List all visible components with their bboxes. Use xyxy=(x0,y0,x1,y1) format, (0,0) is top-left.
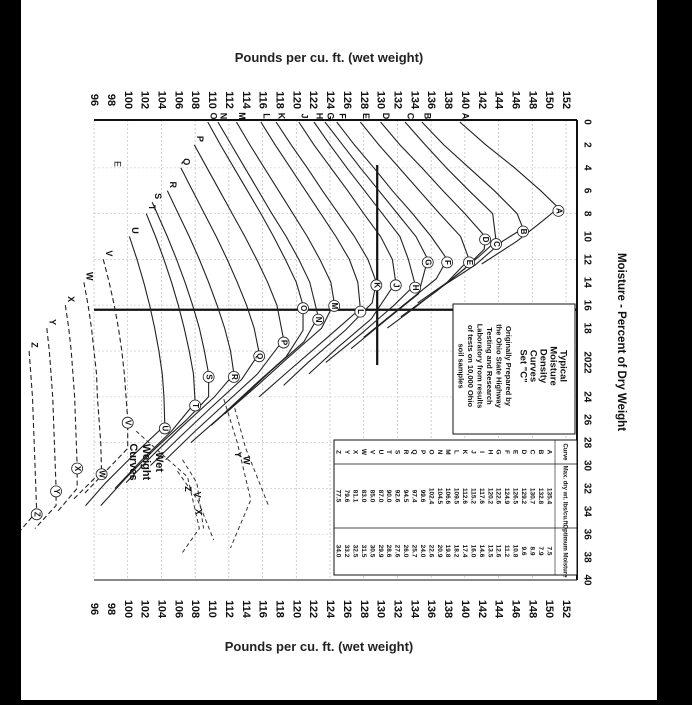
curve-label-peak-p: P xyxy=(279,339,289,346)
moisture-tick-label: 34 xyxy=(581,505,593,517)
table-cell-max-dry-weight: 117.6 xyxy=(477,488,485,504)
moisture-tick-label: 30 xyxy=(581,459,593,472)
density-tick-label-top: 146 xyxy=(509,90,522,110)
info-box-note-line: of tests on 10,000 Ohio xyxy=(466,324,476,408)
density-tick-label-top: 140 xyxy=(458,90,471,110)
table-cell-curve: A xyxy=(545,449,553,455)
density-tick-label-top: 138 xyxy=(442,90,455,110)
density-tick-label-bottom: 120 xyxy=(290,599,303,619)
table-cell-optimum-moisture: 20.9 xyxy=(435,544,443,558)
curve-a xyxy=(460,122,559,264)
table-cell-optimum-moisture: 25.7 xyxy=(410,544,418,558)
table-cell-max-dry-weight: 109.5 xyxy=(452,487,460,505)
density-tick-label-top: 122 xyxy=(307,90,320,110)
curve-label-start-w: W xyxy=(84,272,95,281)
moisture-tick-label: 8 xyxy=(581,210,593,217)
info-box-note-line: Laboratory from results xyxy=(475,323,485,409)
density-tick-label-bottom: 106 xyxy=(172,599,185,619)
table-cell-max-dry-weight: 112.6 xyxy=(461,488,469,504)
table-cell-curve: N xyxy=(435,449,443,455)
table-cell-optimum-moisture: 28.6 xyxy=(385,544,393,558)
density-tick-label-top: 132 xyxy=(391,90,404,110)
density-tick-label-top: 126 xyxy=(340,90,353,110)
density-tick-label-bottom: 118 xyxy=(273,600,286,618)
density-tick-label-top: 98 xyxy=(104,93,117,107)
moisture-tick-label: 2022 xyxy=(581,351,593,374)
density-tick-label-top: 144 xyxy=(492,90,505,110)
density-tick-label-top: 152 xyxy=(560,90,573,110)
chart-page xyxy=(21,0,657,700)
table-cell-max-dry-weight: 92.6 xyxy=(393,489,401,503)
table-cell-curve: E xyxy=(511,449,519,455)
moisture-tick-label: 26 xyxy=(581,414,593,426)
curve-label-peak-b: B xyxy=(518,228,528,235)
moisture-tick-label: 12 xyxy=(581,253,593,265)
info-box-title-line: Curves xyxy=(527,349,539,383)
curve-y xyxy=(32,328,56,528)
moisture-tick-label: 6 xyxy=(581,187,593,194)
density-tick-label-top: 114 xyxy=(239,91,252,109)
density-tick-label-bottom: 132 xyxy=(391,599,404,619)
table-cell-max-dry-weight: 132.8 xyxy=(536,487,544,505)
density-tick-label-bottom: 104 xyxy=(155,599,168,619)
wet-curve-x xyxy=(177,471,213,540)
moisture-tick-label: 28 xyxy=(581,437,593,449)
table-cell-curve: I xyxy=(477,451,485,453)
table-cell-optimum-moisture: 24.0 xyxy=(418,544,426,558)
table-cell-optimum-moisture: 29.9 xyxy=(376,544,384,558)
table-cell-max-dry-weight: 129.2 xyxy=(520,487,528,505)
density-tick-label-bottom: 114 xyxy=(239,600,252,618)
table-cell-max-dry-weight: 106.6 xyxy=(444,487,452,505)
density-tick-label-bottom: 108 xyxy=(189,599,202,619)
table-cell-max-dry-weight: 99.6 xyxy=(418,489,426,503)
density-tick-label-top: 102 xyxy=(138,90,151,110)
curve-label-start-b: B xyxy=(422,112,433,120)
curve-label-start-x: X xyxy=(65,296,76,303)
table-cell-optimum-moisture: 27.6 xyxy=(393,544,401,558)
curve-label-peak-y: Y xyxy=(51,488,61,495)
curve-r xyxy=(123,191,234,483)
wet-curve-label-w: W xyxy=(241,456,252,465)
table-cell-optimum-moisture: 12.6 xyxy=(494,544,502,558)
table-cell-optimum-moisture: 17.4 xyxy=(461,544,469,558)
curve-m xyxy=(225,122,335,414)
moisture-density-chart xyxy=(21,0,657,700)
density-tick-label-bottom: 142 xyxy=(475,599,488,619)
curve-label-start-f: F xyxy=(337,113,348,119)
table-cell-curve: G xyxy=(494,449,502,455)
density-tick-label-bottom: 146 xyxy=(509,599,522,619)
density-tick-label-bottom: 150 xyxy=(543,599,556,619)
table-cell-optimum-moisture: 31.5 xyxy=(359,544,367,558)
density-tick-label-top: 134 xyxy=(408,90,421,110)
moisture-tick-label: 38 xyxy=(581,551,593,563)
curve-label-peak-o: O xyxy=(298,305,308,312)
curve-label-start-d: D xyxy=(381,112,392,120)
curve-label-start-o: O xyxy=(208,112,219,120)
curve-label-start-j: J xyxy=(299,113,310,119)
moisture-tick-label: 36 xyxy=(581,528,593,540)
curve-v xyxy=(84,259,128,494)
table-cell-optimum-moisture: 8.9 xyxy=(528,546,536,556)
curve-label-peak-s: S xyxy=(204,374,214,380)
curve-label-start-h: H xyxy=(314,112,325,120)
curve-q xyxy=(150,168,259,466)
density-tick-label-bottom: 148 xyxy=(526,599,539,619)
curve-label-start-g: G xyxy=(325,112,336,120)
density-tick-label-bottom: 144 xyxy=(492,599,505,619)
moisture-tick-label: 24 xyxy=(581,391,593,403)
table-cell-optimum-moisture: 9.6 xyxy=(520,546,528,556)
density-tick-label-bottom: 152 xyxy=(560,599,573,619)
density-tick-label-bottom: 112 xyxy=(222,600,235,618)
density-tick-label-top: 116 xyxy=(256,91,269,109)
density-tick-label-top: 136 xyxy=(425,90,438,110)
top-axis-title: Pounds per cu. ft. (wet weight) xyxy=(234,50,424,65)
table-cell-curve: B xyxy=(536,449,544,455)
moisture-tick-label: 16 xyxy=(581,299,593,311)
table-cell-optimum-moisture: 10.8 xyxy=(511,544,519,558)
table-cell-optimum-moisture: 33.2 xyxy=(343,544,351,558)
density-tick-label-top: 150 xyxy=(543,90,556,110)
curve-label-peak-n: N xyxy=(314,316,324,323)
curve-label-peak-k: K xyxy=(372,282,382,289)
chart-area xyxy=(21,0,657,705)
density-tick-label-bottom: 98 xyxy=(104,602,117,616)
curve-label-peak-r: R xyxy=(229,374,239,380)
curve-label-start-n: N xyxy=(218,112,229,120)
info-box-note-line: Originally Prepared by xyxy=(504,325,514,407)
moisture-tick-label: 40 xyxy=(581,574,593,586)
curve-label-peak-e: E xyxy=(464,259,474,266)
density-tick-label-top: 120 xyxy=(290,90,303,110)
density-tick-label-top: 110 xyxy=(206,91,219,109)
density-tick-label-top: 128 xyxy=(357,90,370,110)
wet-curve-label-v: V xyxy=(192,491,203,498)
table-cell-max-dry-weight: 126.5 xyxy=(511,487,519,505)
density-tick-label-bottom: 126 xyxy=(340,599,353,619)
curve-label-peak-t: T xyxy=(191,403,201,408)
table-cell-curve: L xyxy=(452,450,460,454)
table-cell-curve: D xyxy=(520,449,528,455)
density-tick-label-bottom: 134 xyxy=(408,599,421,619)
wet-weight-label-line: Wet xyxy=(153,452,166,472)
info-box-title-line: Set "C" xyxy=(517,349,529,383)
curve-x xyxy=(58,305,77,511)
table-cell-optimum-moisture: 19.8 xyxy=(444,544,452,558)
table-cell-curve: S xyxy=(393,449,401,455)
curve-label-peak-c: C xyxy=(491,241,501,247)
density-tick-label-top: 96 xyxy=(88,93,101,107)
info-box-title-line: Moisture xyxy=(547,346,559,386)
table-cell-optimum-moisture: 30.5 xyxy=(368,544,376,558)
info-box-title-line: Density xyxy=(537,348,549,384)
density-tick-label-bottom: 122 xyxy=(307,599,320,619)
density-tick-label-top: 106 xyxy=(172,90,185,110)
table-cell-max-dry-weight: 87.0 xyxy=(376,489,384,503)
table-cell-max-dry-weight: 83.0 xyxy=(359,489,367,503)
density-tick-label-top: 148 xyxy=(526,90,539,110)
table-cell-curve: F xyxy=(503,450,511,454)
curve-label-peak-j: J xyxy=(391,283,401,288)
curve-label-start-p: P xyxy=(194,135,205,142)
curve-c xyxy=(405,122,496,303)
info-box-title-line: Typical xyxy=(557,349,569,383)
curve-label-peak-w: W xyxy=(97,470,107,479)
curve-label-peak-x: X xyxy=(73,465,83,472)
moisture-tick-label: 0 xyxy=(581,119,593,125)
info-box-note-line: soil samples xyxy=(456,343,466,389)
density-tick-label-bottom: 130 xyxy=(374,599,387,619)
table-cell-optimum-moisture: 11.2 xyxy=(503,544,511,558)
moisture-tick-label: 18 xyxy=(581,322,593,334)
table-cell-curve: M xyxy=(444,449,452,455)
curve-label-peak-g: G xyxy=(423,259,433,266)
table-header-max-dry-weight: Max. dry wt. lbs/cu.ft. xyxy=(561,465,568,527)
density-tick-label-top: 124 xyxy=(324,90,337,110)
table-cell-max-dry-weight: 135.4 xyxy=(545,487,553,505)
density-tick-label-bottom: 138 xyxy=(442,599,455,619)
table-cell-max-dry-weight: 81.1 xyxy=(351,489,359,503)
table-cell-curve: T xyxy=(385,450,393,454)
table-cell-max-dry-weight: 115.2 xyxy=(469,488,477,504)
moisture-tick-label: 14 xyxy=(581,276,593,288)
wet-curve-y xyxy=(224,399,251,548)
density-tick-label-top: 118 xyxy=(273,91,286,109)
curve-z xyxy=(21,351,37,534)
table-cell-curve: K xyxy=(461,449,469,455)
wet-curve-label-y: Y xyxy=(232,451,243,458)
table-cell-curve: V xyxy=(368,449,376,455)
curve-label-peak-f: F xyxy=(443,259,453,265)
moisture-tick-label: 4 xyxy=(581,165,593,171)
table-header-optimum-moisture: Optimum Moisture xyxy=(561,524,568,578)
table-cell-curve: C xyxy=(528,449,536,455)
side-mark-label: E xyxy=(112,160,123,168)
curve-label-start-m: M xyxy=(237,112,248,120)
curve-label-start-y: Y xyxy=(47,319,58,326)
table-cell-curve: U xyxy=(376,449,384,455)
curve-label-peak-u: U xyxy=(160,425,170,432)
table-cell-curve: H xyxy=(486,449,494,455)
density-tick-label-top: 100 xyxy=(121,90,134,110)
table-cell-max-dry-weight: 130.7 xyxy=(528,487,536,505)
table-cell-max-dry-weight: 97.4 xyxy=(410,489,418,503)
curve-label-peak-l: L xyxy=(356,309,366,315)
table-cell-max-dry-weight: 120.2 xyxy=(486,487,494,505)
info-box-note-line: Testing and Research xyxy=(485,327,495,405)
table-cell-max-dry-weight: 124.9 xyxy=(503,487,511,505)
curve-label-start-v: V xyxy=(103,250,114,257)
wet-weight-label-line: Weight xyxy=(140,443,153,481)
moisture-tick-label: 32 xyxy=(581,482,593,494)
density-tick-label-bottom: 124 xyxy=(324,599,337,619)
table-cell-max-dry-weight: 94.5 xyxy=(402,489,410,503)
curve-label-start-l: L xyxy=(261,113,272,119)
density-tick-label-top: 130 xyxy=(374,90,387,110)
curve-label-start-c: C xyxy=(405,112,416,120)
table-cell-optimum-moisture: 34.0 xyxy=(334,544,342,558)
curve-label-start-e: E xyxy=(360,112,371,120)
bottom-axis-title: Pounds per cu. ft. (wet weight) xyxy=(224,639,414,654)
curve-label-peak-h: H xyxy=(411,284,421,291)
curve-label-peak-v: V xyxy=(123,420,133,426)
density-tick-label-top: 104 xyxy=(155,90,168,110)
curve-label-start-t: T xyxy=(146,204,157,211)
table-cell-optimum-moisture: 22.6 xyxy=(427,544,435,558)
table-cell-max-dry-weight: 102.4 xyxy=(427,487,435,505)
density-tick-label-top: 108 xyxy=(189,90,202,110)
table-cell-max-dry-weight: 85.0 xyxy=(368,489,376,503)
density-tick-label-bottom: 96 xyxy=(88,602,101,616)
table-cell-max-dry-weight: 79.6 xyxy=(343,489,351,503)
table-cell-curve: W xyxy=(359,448,367,456)
density-tick-label-bottom: 116 xyxy=(256,600,269,618)
density-tick-label-bottom: 100 xyxy=(121,599,134,619)
curve-label-peak-m: M xyxy=(330,302,340,310)
curve-label-start-a: A xyxy=(460,112,471,120)
density-tick-label-top: 142 xyxy=(475,90,488,110)
table-cell-curve: Z xyxy=(334,450,342,454)
table-cell-optimum-moisture: 18.2 xyxy=(452,544,460,558)
curve-label-start-z: Z xyxy=(29,342,40,348)
curve-label-peak-q: Q xyxy=(255,353,265,360)
table-cell-optimum-moisture: 7.9 xyxy=(536,546,544,556)
table-cell-max-dry-weight: 104.5 xyxy=(435,487,443,505)
table-cell-curve: J xyxy=(469,450,477,454)
curve-h xyxy=(314,122,415,362)
density-tick-label-bottom: 102 xyxy=(138,599,151,619)
wet-weight-label-line: Curves xyxy=(127,443,140,481)
table-cell-optimum-moisture: 32.5 xyxy=(351,544,359,558)
info-box-note-line: the Ohio State Highway xyxy=(494,324,504,408)
table-cell-curve: Y xyxy=(343,449,351,455)
curve-label-start-u: U xyxy=(130,227,141,234)
moisture-tick-label: 10 xyxy=(581,230,593,243)
table-cell-optimum-moisture: 16.0 xyxy=(469,544,477,558)
table-cell-optimum-moisture: 13.5 xyxy=(486,544,494,558)
table-cell-max-dry-weight: 122.6 xyxy=(494,487,502,505)
curve-label-peak-a: A xyxy=(554,207,564,214)
moisture-axis-title: Moisture - Percent of Dry Weight xyxy=(614,252,627,432)
density-tick-label-bottom: 136 xyxy=(425,599,438,619)
table-cell-curve: P xyxy=(418,449,426,455)
curve-label-start-r: R xyxy=(167,181,178,188)
table-cell-curve: O xyxy=(427,449,435,455)
density-tick-label-bottom: 110 xyxy=(206,600,219,618)
density-tick-label-bottom: 128 xyxy=(357,599,370,619)
density-tick-label-bottom: 140 xyxy=(458,599,471,619)
table-cell-optimum-moisture: 14.6 xyxy=(477,544,485,558)
wet-curve-label-x: X xyxy=(193,508,204,515)
curve-label-start-s: S xyxy=(152,193,163,200)
table-cell-max-dry-weight: 90.0 xyxy=(385,489,393,503)
moisture-tick-label: 2 xyxy=(581,142,593,148)
density-tick-label-top: 112 xyxy=(222,91,235,109)
table-cell-curve: R xyxy=(402,449,410,455)
wet-curve-label-z: Z xyxy=(183,486,194,492)
table-cell-optimum-moisture: 7.5 xyxy=(545,546,553,556)
curve-label-peak-z: Z xyxy=(32,511,42,517)
curve-label-start-q: Q xyxy=(181,158,192,166)
table-cell-max-dry-weight: 77.5 xyxy=(334,489,342,503)
table-cell-curve: Q xyxy=(410,449,418,455)
table-header-curve: Curve xyxy=(561,443,568,461)
curve-label-peak-d: D xyxy=(480,236,490,243)
table-cell-curve: X xyxy=(351,449,359,455)
table-cell-optimum-moisture: 26.0 xyxy=(402,544,410,558)
curve-label-start-k: K xyxy=(276,112,287,120)
